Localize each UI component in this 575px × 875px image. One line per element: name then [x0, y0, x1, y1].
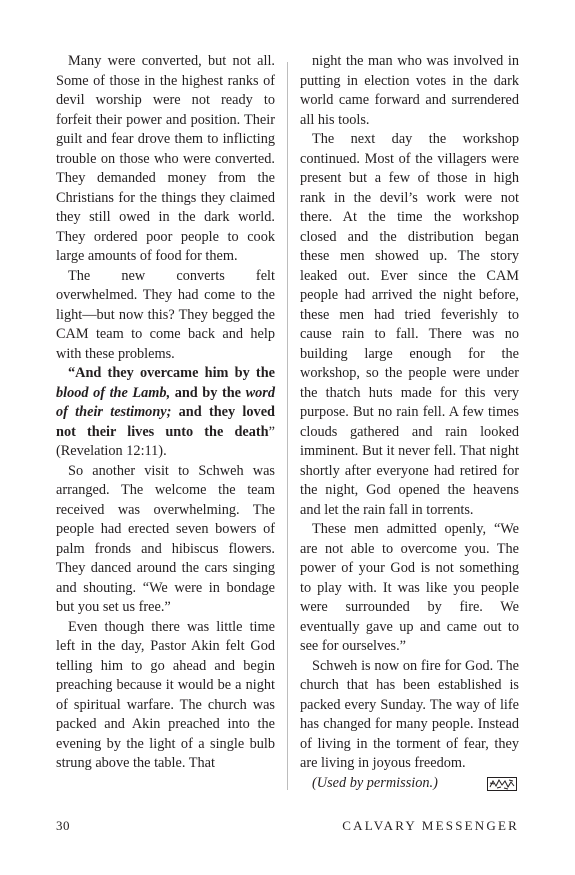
paragraph: These men admitted openly, “We are not able to overcome you. The power of your God is not something to play with. It was like you people were surrounded by fire. We eventually gave up and came out to see for ourselves.”	[300, 521, 519, 654]
paragraph: Even though there was little time left in the day, Pastor Akin felt God telling him to go ahead and begin preaching because it would be a night of spiritual warfare. The church was packed and Akin preached into the evening by the light of a single bulb strung above the table. That	[56, 618, 275, 771]
paragraph: Schweh is now on fire for God. The church that has been established is packed every Sunday. The way of life has changed for many people. Instead of living in the torment of fear, they are living in joyous freedom.	[300, 657, 519, 771]
left-column	[56, 52, 275, 774]
permission-caption: (Used by permission.)	[300, 774, 519, 794]
scripture-quote: “And they overcame him by the blood of the Lamb, and by the word of their testimony; and they loved not their lives unto the death” (Revelation 12:11).	[56, 365, 275, 459]
publication-title: CALVARY MESSENGER	[342, 818, 519, 833]
paragraph: So another visit to Schweh was arranged. The welcome the team received was overwhelming. The people had erected seven bowers of palm fronds and hibiscus flowers. They danced around the cars singing and shouting. “We were in bondage but you set us free.”	[56, 462, 275, 615]
paragraph: The new converts felt overwhelmed. They had come to the light—but now this? They begged the CAM team to come back and help with these problems.	[56, 267, 275, 362]
paragraph: Many were converted, but not all. Some of those in the highest ranks of devil worship were not ready to forfeit their power and position. Their guilt and fear drove them to inflicting trouble on those who were converted. They demanded money from the Christians for the things they claimed they still owed in the dark world. They ordered poor people to cook large amounts of food for them.	[56, 53, 275, 264]
page-number: 30	[56, 818, 70, 833]
paragraph: The next day the workshop continued. Most of the villagers were present but a few of those in high rank in the devil’s work were not there. At the time the workshop closed and the distribution began these men showed up. The story leaked out. Ever since the CAM people had arrived the night before, these men had tried feverishly to cause rain to fall. There was no building large enough for the workshop, so the people were under the thatch huts made for this very purpose. But no rain fell. A few times clouds gathered and rain looked imminent. But it never fell. That night shortly after everyone had retired for the night, God opened the heavens and let the rain fall in torrents.	[300, 131, 519, 518]
paragraph: night the man who was involved in putting in election votes in the dark world came forward and surrendered all his tools.	[300, 53, 519, 128]
end-mark-icon	[487, 777, 517, 791]
right-column	[300, 52, 519, 793]
column-divider	[287, 62, 288, 790]
